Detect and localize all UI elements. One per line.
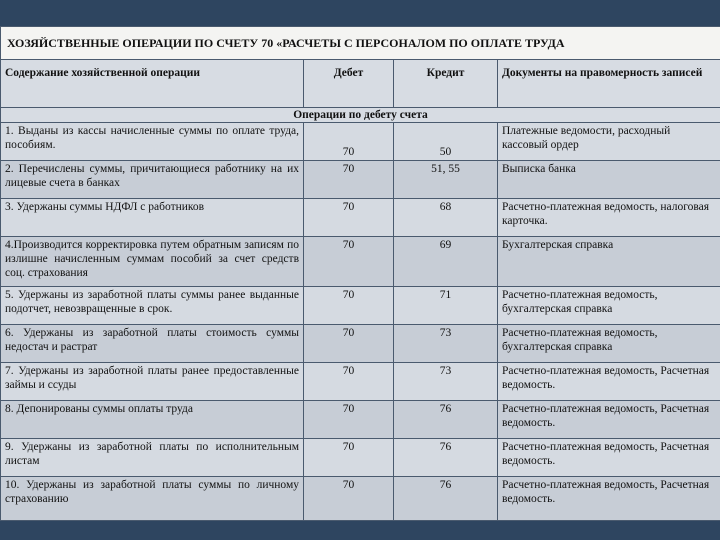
row-credit: 73	[394, 363, 498, 401]
section-row	[1, 108, 720, 123]
row-operation: 4.Производится корректировка путем обратным записям по излишне начисленным суммам пособий за счет средств соц. страхования	[1, 237, 304, 287]
row-document: Расчетно-платежная ведомость, Расчетная ведомость.	[498, 477, 720, 521]
table-title: ХОЗЯЙСТВЕННЫЕ ОПЕРАЦИИ ПО СЧЕТУ 70 «РАСЧЕТЫ С ПЕРСОНАЛОМ ПО ОПЛАТЕ ТРУДА	[1, 27, 720, 60]
table-row	[1, 199, 720, 237]
table-row	[1, 439, 720, 477]
row-debit: 70	[304, 325, 394, 363]
row-credit: 73	[394, 325, 498, 363]
row-credit: 68	[394, 199, 498, 237]
row-credit: 50	[394, 123, 498, 161]
row-credit: 51, 55	[394, 161, 498, 199]
row-operation: 8. Депонированы суммы оплаты труда	[1, 401, 304, 439]
row-credit: 76	[394, 477, 498, 521]
table-row	[1, 287, 720, 325]
row-document: Расчетно-платежная ведомость, бухгалтерская справка	[498, 325, 720, 363]
row-debit: 70	[304, 363, 394, 401]
row-operation: 9. Удержаны из заработной платы по исполнительным листам	[1, 439, 304, 477]
row-document: Расчетно-платежная ведомость, бухгалтерская справка	[498, 287, 720, 325]
top-bar	[0, 0, 720, 26]
row-operation: 10. Удержаны из заработной платы суммы по личному страхованию	[1, 477, 304, 521]
row-document: Расчетно-платежная ведомость, Расчетная ведомость.	[498, 401, 720, 439]
row-credit: 69	[394, 237, 498, 287]
header-debit: Дебет	[304, 60, 394, 108]
row-document: Расчетно-платежная ведомость, Расчетная ведомость.	[498, 439, 720, 477]
section-title: Операции по дебету счета	[1, 108, 720, 123]
row-document: Платежные ведомости, расходный кассовый ордер	[498, 123, 720, 161]
table-row	[1, 363, 720, 401]
row-debit: 70	[304, 161, 394, 199]
row-document: Расчетно-платежная ведомость, Расчетная ведомость.	[498, 363, 720, 401]
row-credit: 76	[394, 439, 498, 477]
header-content: Содержание хозяйственной операции	[1, 60, 304, 108]
row-operation: 3. Удержаны суммы НДФЛ с работников	[1, 199, 304, 237]
header-docs: Документы на правомерность записей	[498, 60, 720, 108]
row-credit: 76	[394, 401, 498, 439]
table-row	[1, 123, 720, 161]
row-operation: 2. Перечислены суммы, причитающиеся работнику на их лицевые счета в банках	[1, 161, 304, 199]
table-row	[1, 477, 720, 521]
table-row	[1, 161, 720, 199]
row-operation: 1. Выданы из кассы начисленные суммы по оплате труда, пособиям.	[1, 123, 304, 161]
operations-table	[0, 26, 720, 521]
row-debit: 70	[304, 123, 394, 161]
header-row	[1, 60, 720, 108]
row-credit: 71	[394, 287, 498, 325]
row-debit: 70	[304, 199, 394, 237]
table-row	[1, 401, 720, 439]
row-operation: 5. Удержаны из заработной платы суммы ранее выданные подотчет, невозвращенные в срок.	[1, 287, 304, 325]
row-debit: 70	[304, 439, 394, 477]
header-credit: Кредит	[394, 60, 498, 108]
table-row	[1, 325, 720, 363]
table-title-row	[1, 27, 720, 60]
row-document: Расчетно-платежная ведомость, налоговая карточка.	[498, 199, 720, 237]
row-document: Выписка банка	[498, 161, 720, 199]
table-row	[1, 237, 720, 287]
row-document: Бухгалтерская справка	[498, 237, 720, 287]
row-operation: 6. Удержаны из заработной платы стоимость суммы недостач и растрат	[1, 325, 304, 363]
row-debit: 70	[304, 401, 394, 439]
row-operation: 7. Удержаны из заработной платы ранее предоставленные займы и ссуды	[1, 363, 304, 401]
row-debit: 70	[304, 287, 394, 325]
row-debit: 70	[304, 237, 394, 287]
row-debit: 70	[304, 477, 394, 521]
